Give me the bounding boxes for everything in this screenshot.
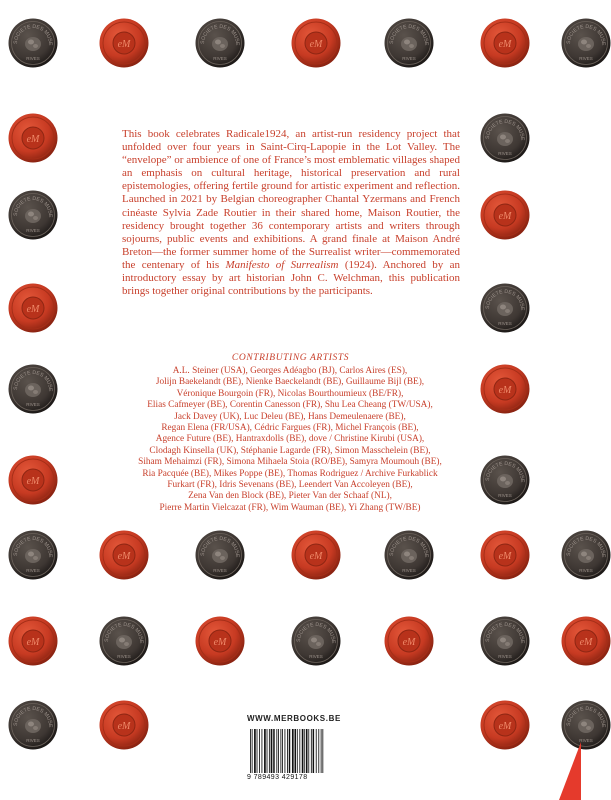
svg-text:eM: eM	[117, 39, 131, 50]
svg-text:eM: eM	[117, 721, 131, 732]
artists-list	[130, 366, 450, 514]
svg-text:RIVES: RIVES	[498, 493, 512, 498]
red-seal	[384, 616, 434, 666]
artists-line: Véronique Bourgoin (FR), Nicolas Bourthoumieux (BE/FR),	[176, 388, 404, 399]
svg-text:eM: eM	[498, 721, 512, 732]
red-seal	[8, 113, 58, 163]
dark-seal	[561, 18, 611, 68]
svg-text:SOCIETE DES MUSEES: SOCIETE DES MUSE	[199, 23, 241, 46]
dark-seal	[561, 530, 611, 580]
blurb-part-1: This book celebrates Radicale1924, an artist-run residency project that unfolded over four years in Saint-Cirq-Lapopie in the Lot Valley. The “envelope” or ambience of one of France’s most emblematic villages shaped an emphasis on cultural heritage, historical preservation and rural epistemologies, offering fertile ground for artistic experiment and reflection. Launched in 2021 by Belgian choreographer Chantal Yzermans and French cinéaste Sylvia Zade Routier in their shared home, Maison Routier, the residency brought together 36 contemporary artists and writers through sojourns, public events and exhibitions. A grand finale at Maison André Breton—the former summer home of the Surrealist writer—commemorated the centenary of his	[122, 128, 460, 271]
svg-text:RIVES: RIVES	[26, 56, 40, 61]
svg-text:eM: eM	[213, 637, 227, 648]
red-seal	[8, 616, 58, 666]
svg-text:SOCIETE DES MUSEES: SOCIETE DES MUSE	[12, 705, 54, 728]
svg-text:RIVES: RIVES	[498, 321, 512, 326]
svg-text:SOCIETE DES MUSEES: SOCIETE DES MUSE	[388, 23, 430, 46]
svg-text:SOCIETE DES MUSEES: SOCIETE DES MUSE	[484, 621, 526, 644]
svg-text:RIVES: RIVES	[309, 654, 323, 659]
dark-seal	[384, 18, 434, 68]
svg-text:eM: eM	[498, 385, 512, 396]
svg-text:SOCIETE DES MUSEES: SOCIETE DES MUSE	[565, 535, 607, 558]
svg-text:eM: eM	[402, 637, 416, 648]
svg-text:RIVES: RIVES	[26, 228, 40, 233]
svg-text:eM: eM	[498, 39, 512, 50]
svg-text:RIVES: RIVES	[498, 151, 512, 156]
blurb-part-2: (1924). Anchored by an introductory essay by art historian John C. Welchman, this publication brings together original contributions by the participants.	[122, 258, 460, 298]
svg-text:SOCIETE DES MUSEES: SOCIETE DES MUSE	[199, 535, 241, 558]
svg-text:RIVES: RIVES	[498, 654, 512, 659]
svg-text:SOCIETE DES MUSEES: SOCIETE DES MUSE	[12, 535, 54, 558]
svg-text:SOCIETE DES MUSEES: SOCIETE DES MUSE	[12, 195, 54, 218]
artists-line: Zena Van den Block (BE), Pieter Van der Schaaf (NL),	[188, 491, 392, 502]
svg-text:SOCIETE DES MUSEES: SOCIETE DES MUSE	[484, 288, 526, 311]
artists-line: Clodagh Kinsella (UK), Stéphanie Lagarde (FR), Simon Masschelein (BE),	[149, 445, 431, 456]
red-seal	[195, 616, 245, 666]
svg-text:RIVES: RIVES	[26, 738, 40, 743]
svg-text:SOCIETE DES MUSEES: SOCIETE DES MUSE	[12, 369, 54, 392]
dark-seal	[8, 18, 58, 68]
dark-seal	[480, 616, 530, 666]
dark-seal	[8, 700, 58, 750]
svg-text:SOCIETE DES MUSEES: SOCIETE DES MUSE	[484, 118, 526, 141]
svg-text:eM: eM	[26, 134, 40, 145]
svg-text:RIVES: RIVES	[579, 56, 593, 61]
red-seal	[99, 700, 149, 750]
artists-line: A.L. Steiner (USA), Georges Adéagbo (BJ), Carlos Aires (ES),	[172, 366, 408, 376]
corner-triangle	[559, 742, 581, 800]
manifesto-title: Manifesto of Surrealism	[225, 258, 339, 271]
svg-text:RIVES: RIVES	[402, 568, 416, 573]
red-seal	[99, 18, 149, 68]
svg-text:eM: eM	[579, 637, 593, 648]
dark-seal	[195, 18, 245, 68]
svg-text:RIVES: RIVES	[402, 56, 416, 61]
svg-text:SOCIETE DES MUSEES: SOCIETE DES MUSE	[103, 621, 145, 644]
svg-text:SOCIETE DES MUSEES: SOCIETE DES MUSE	[484, 460, 526, 483]
artists-line: Jolijn Baekelandt (BE), Nienke Baeckelandt (BE), Guillaume Bijl (BE),	[155, 377, 425, 388]
svg-text:RIVES: RIVES	[26, 402, 40, 407]
red-seal	[480, 364, 530, 414]
dark-seal	[8, 530, 58, 580]
dark-seal	[99, 616, 149, 666]
artists-line: Agence Future (BE), Hantraxdolls (BE), dove / Christine Kirubi (USA),	[155, 434, 425, 445]
dark-seal	[8, 190, 58, 240]
svg-text:RIVES: RIVES	[579, 568, 593, 573]
svg-text:RIVES: RIVES	[213, 56, 227, 61]
dark-seal	[480, 113, 530, 163]
red-seal	[99, 530, 149, 580]
svg-text:eM: eM	[498, 551, 512, 562]
dark-seal	[8, 364, 58, 414]
red-seal	[8, 283, 58, 333]
svg-text:eM: eM	[26, 637, 40, 648]
dark-seal	[480, 283, 530, 333]
svg-text:RIVES: RIVES	[213, 568, 227, 573]
svg-text:RIVES: RIVES	[26, 568, 40, 573]
red-seal	[480, 700, 530, 750]
red-seal	[8, 455, 58, 505]
svg-text:RIVES: RIVES	[117, 654, 131, 659]
red-seal	[480, 18, 530, 68]
red-seal	[561, 616, 611, 666]
isbn-barcode	[247, 727, 357, 785]
svg-text:eM: eM	[26, 476, 40, 487]
artists-line: Pierre Martin Vielcazat (FR), Wim Wauman (BE), Yi Zhang (TW/BE)	[159, 502, 421, 513]
red-seal	[480, 530, 530, 580]
svg-text:eM: eM	[309, 39, 323, 50]
artists-line: Regan Elena (FR/USA), Cédric Fargues (FR), Michel François (BE),	[161, 423, 419, 434]
svg-text:SOCIETE DES MUSEES: SOCIETE DES MUSE	[295, 621, 337, 644]
dark-seal	[480, 455, 530, 505]
svg-text:SOCIETE DES MUSEES: SOCIETE DES MUSE	[388, 535, 430, 558]
svg-text:SOCIETE DES MUSEES: SOCIETE DES MUSE	[565, 23, 607, 46]
red-seal	[291, 530, 341, 580]
svg-text:eM: eM	[26, 304, 40, 315]
artists-line: Elias Cafmeyer (BE), Corentin Canesson (FR), Shu Lea Cheang (TW/USA),	[147, 400, 433, 411]
svg-text:eM: eM	[498, 211, 512, 222]
dark-seal	[291, 616, 341, 666]
red-seal	[291, 18, 341, 68]
artists-line: Jack Davey (UK), Luc Deleu (BE), Hans Demeulenaere (BE),	[174, 411, 406, 422]
artists-line: Ria Pacquée (BE), Mikes Poppe (BE), Thomas Rodriguez / Archive Furkablick	[142, 468, 438, 479]
svg-text:eM: eM	[117, 551, 131, 562]
red-seal	[480, 190, 530, 240]
svg-text:SOCIETE DES MUSEES: SOCIETE DES MUSE	[12, 23, 54, 46]
blurb-text	[122, 128, 460, 298]
svg-text:eM: eM	[309, 551, 323, 562]
barcode-digits: 9 789493 429178	[247, 774, 308, 781]
artists-line: Furkart (FR), Idris Sevenans (BE), Leendert Van Accoleyen (BE),	[167, 480, 413, 491]
svg-text:RIVES: RIVES	[579, 738, 593, 743]
publisher-url[interactable]: WWW.MERBOOKS.BE	[247, 714, 341, 723]
artists-heading: CONTRIBUTING ARTISTS	[231, 353, 350, 363]
dark-seal	[195, 530, 245, 580]
dark-seal	[384, 530, 434, 580]
artists-line: Siham Mehaimzi (FR), Simona Mihaela Stoia (RO/BE), Samyra Moumouh (BE),	[138, 457, 442, 468]
svg-text:SOCIETE DES MUSEES: SOCIETE DES MUSE	[565, 705, 607, 728]
barcode-bars	[250, 729, 354, 773]
